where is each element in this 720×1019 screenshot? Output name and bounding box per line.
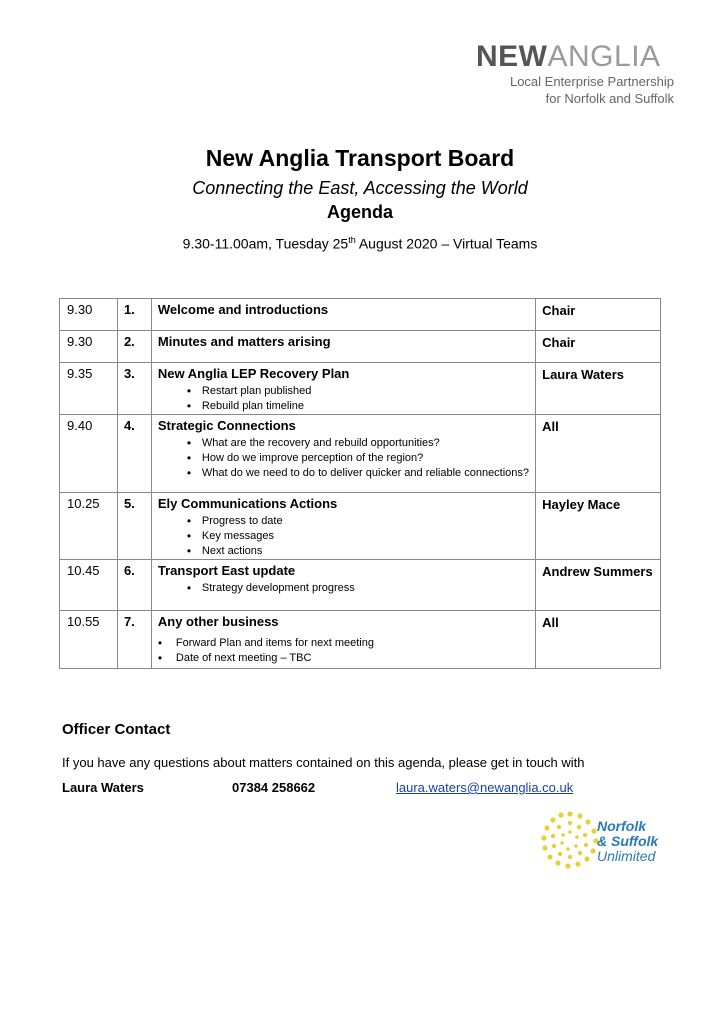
contact-name: Laura Waters (62, 780, 144, 795)
item-time: 9.30 (60, 331, 118, 363)
bullet-item: • What do we need to do to deliver quicker and reliable connections? (187, 466, 535, 481)
nsu-line-1: Norfolk (597, 818, 646, 834)
logo-brand-light: ANGLIA (547, 40, 661, 73)
officer-contact-text: If you have any questions about matters contained on this agenda, please get in touch with (62, 755, 585, 770)
page-title: New Anglia Transport Board (205, 145, 515, 171)
table-row (60, 493, 661, 560)
item-number: 5. (117, 493, 151, 560)
table-row (60, 363, 661, 415)
item-time: 9.35 (60, 363, 118, 415)
logo-subline-2: for Norfolk and Suffolk (545, 91, 674, 106)
item-bullets (158, 436, 535, 481)
item-lead: All (536, 415, 661, 493)
item-number: 3. (117, 363, 151, 415)
item-time: 10.55 (60, 611, 118, 669)
table-row (60, 299, 661, 331)
bullet-item: • What are the recovery and rebuild opportunities? (187, 436, 535, 451)
item-cell (151, 415, 535, 493)
item-cell (151, 363, 535, 415)
item-lead: Andrew Summers (536, 560, 661, 611)
item-lead: Laura Waters (536, 363, 661, 415)
item-lead: Hayley Mace (536, 493, 661, 560)
nsu-line-2: & Suffolk (597, 833, 659, 849)
officer-contact-heading: Officer Contact (62, 721, 171, 738)
bullet-item: • How do we improve perception of the region? (187, 451, 535, 466)
date-superscript: th (348, 235, 356, 245)
item-number: 4. (117, 415, 151, 493)
table-row (60, 611, 661, 669)
item-lead: Chair (536, 331, 661, 363)
contact-email-link[interactable]: laura.waters@newanglia.co.uk (396, 780, 574, 795)
item-lead: All (536, 611, 661, 669)
bullet-item: • Forward Plan and items for next meeting (158, 636, 535, 651)
bullet-item: • Progress to date (187, 514, 535, 529)
bullet-item: • Restart plan published (187, 384, 535, 399)
nsu-logo-text (597, 819, 658, 864)
item-cell (151, 331, 535, 363)
logo-brand-bold: NEW (476, 40, 548, 73)
item-time: 9.40 (60, 415, 118, 493)
item-time: 9.30 (60, 299, 118, 331)
table-row (60, 415, 661, 493)
table-row (60, 560, 661, 611)
bullet-item: • Rebuild plan timeline (187, 399, 535, 414)
bullet-item: • Date of next meeting – TBC (158, 651, 535, 666)
bullet-item: • Key messages (187, 529, 535, 544)
item-bullets (158, 514, 535, 559)
item-title: Strategic Connections (157, 418, 296, 433)
item-cell (151, 299, 535, 331)
item-bullets (158, 581, 535, 596)
nsu-line-3: Unlimited (597, 848, 656, 864)
item-number: 1. (117, 299, 151, 331)
item-title: Minutes and matters arising (157, 334, 331, 349)
item-cell (151, 560, 535, 611)
item-cell (151, 493, 535, 560)
item-title: Transport East update (157, 563, 296, 578)
item-lead: Chair (536, 299, 661, 331)
agenda-heading: Agenda (326, 202, 393, 222)
date-prefix: 9.30-11.00am, Tuesday 25 (182, 235, 349, 252)
date-suffix: August 2020 – Virtual Teams (355, 235, 538, 252)
item-title: Welcome and introductions (157, 302, 329, 317)
page-subtitle: Connecting the East, Accessing the World (192, 178, 528, 198)
item-time: 10.25 (60, 493, 118, 560)
agenda-table (59, 298, 661, 669)
bullet-item: • Strategy development progress (187, 581, 535, 596)
item-cell (151, 611, 535, 669)
table-row (60, 331, 661, 363)
item-bullets (152, 636, 535, 666)
item-title: Any other business (157, 614, 279, 629)
nsu-sun-icon (540, 810, 600, 870)
meeting-dateline (0, 235, 720, 252)
logo-subline-1: Local Enterprise Partnership (509, 74, 674, 89)
contact-phone: 07384 258662 (232, 780, 316, 795)
newanglia-logo (476, 40, 661, 74)
item-number: 6. (117, 560, 151, 611)
item-time: 10.45 (60, 560, 118, 611)
bullet-item: • Next actions (187, 544, 535, 559)
item-title: New Anglia LEP Recovery Plan (157, 366, 350, 381)
item-number: 7. (117, 611, 151, 669)
item-number: 2. (117, 331, 151, 363)
item-title: Ely Communications Actions (157, 496, 338, 511)
item-bullets (158, 384, 535, 414)
